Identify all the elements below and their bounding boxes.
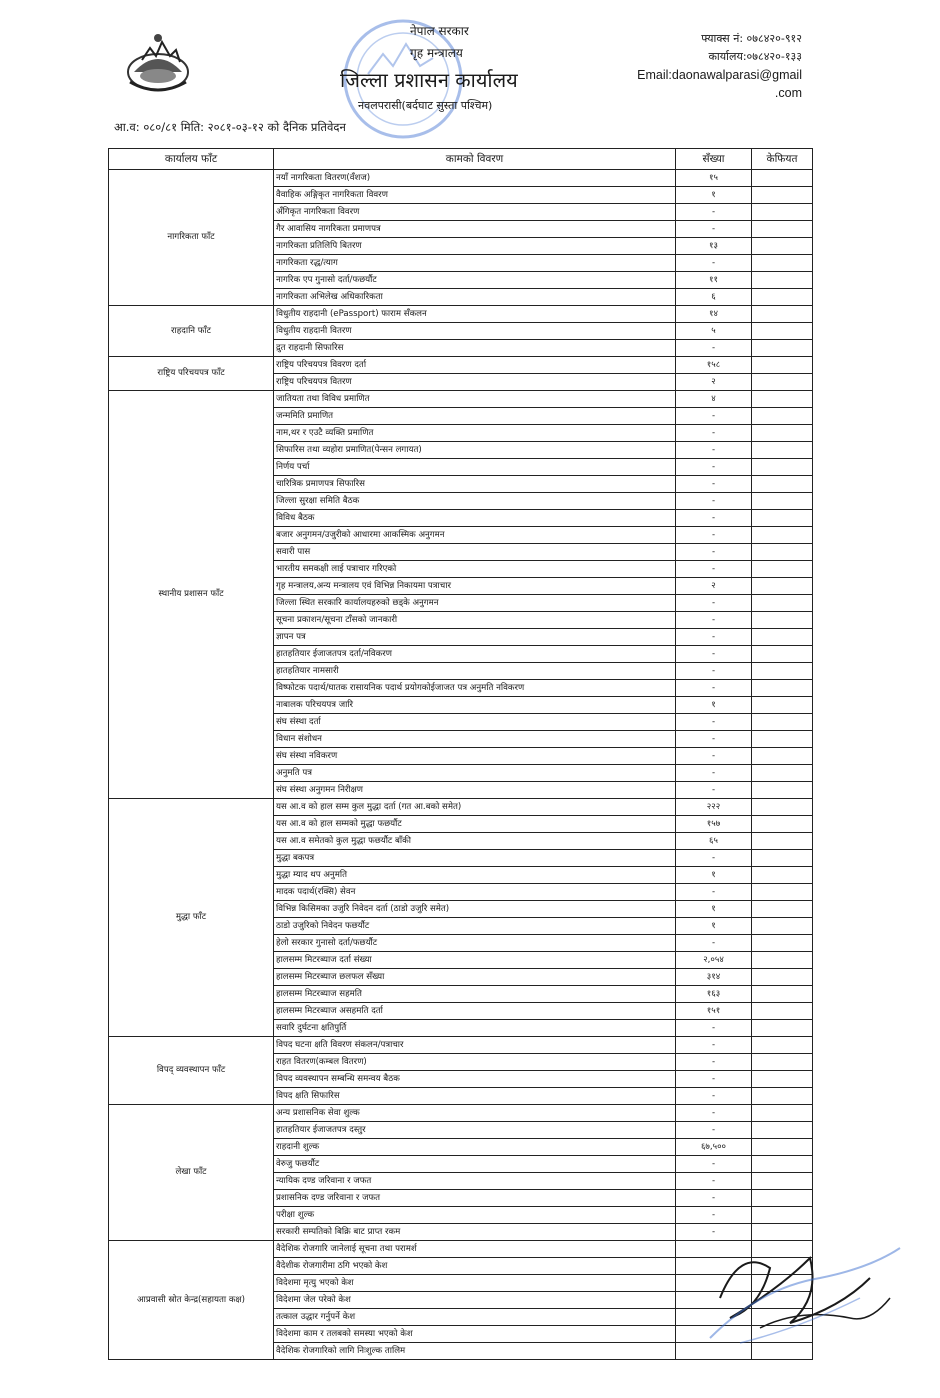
description-cell: वेरुजु फछर्यौट (274, 1156, 676, 1173)
description-cell: जन्ममिति प्रमाणित (274, 408, 676, 425)
remarks-cell (752, 901, 813, 918)
description-cell: अन्य प्रशासनिक सेवा शुल्क (274, 1105, 676, 1122)
section-name-cell: राहदानि फाँट (109, 306, 274, 357)
description-cell: विदेशमा काम र तलबको समस्या भएको केश (274, 1326, 676, 1343)
description-cell: हातहतियार ईजाजतपत्र दस्तुर (274, 1122, 676, 1139)
remarks-cell (752, 238, 813, 255)
description-cell: विविध बैठक (274, 510, 676, 527)
remarks-cell (752, 1037, 813, 1054)
remarks-cell (752, 935, 813, 952)
office-title: जिल्ला प्रशासन कार्यालय (340, 68, 518, 92)
header-count: सँख्या (676, 149, 752, 170)
description-cell: यस आ.व समेतको कुल मुद्धा फछर्यौट बाँकी (274, 833, 676, 850)
remarks-cell (752, 1071, 813, 1088)
count-cell: - (676, 629, 752, 646)
count-cell: - (676, 459, 752, 476)
remarks-cell (752, 867, 813, 884)
remarks-cell (752, 510, 813, 527)
description-cell: राष्ट्रिय परिचयपत्र वितरण (274, 374, 676, 391)
count-cell: - (676, 714, 752, 731)
count-cell: - (676, 204, 752, 221)
remarks-cell (752, 442, 813, 459)
description-cell: राहदानी शुल्क (274, 1139, 676, 1156)
office-phone: कार्यालय:०७८४२०-१३३ (708, 50, 802, 63)
remarks-cell (752, 918, 813, 935)
remarks-cell (752, 646, 813, 663)
remarks-cell (752, 714, 813, 731)
description-cell: विदेशमा मृत्यु भएको केश (274, 1275, 676, 1292)
remarks-cell (752, 629, 813, 646)
count-cell: ३१४ (676, 969, 752, 986)
count-cell: २,०५४ (676, 952, 752, 969)
description-cell: परीक्षा शुल्क (274, 1207, 676, 1224)
table-row (109, 799, 813, 816)
count-cell: - (676, 1122, 752, 1139)
remarks-cell (752, 561, 813, 578)
remarks-cell (752, 986, 813, 1003)
count-cell: - (676, 1190, 752, 1207)
description-cell: निर्णय पर्चा (274, 459, 676, 476)
count-cell: - (676, 884, 752, 901)
remarks-cell (752, 493, 813, 510)
email-line-2: .com (774, 86, 802, 100)
count-cell: - (676, 748, 752, 765)
description-cell: सवारि दुर्घटना क्षतिपुर्ति (274, 1020, 676, 1037)
ministry-name: गृह मन्त्रालय (410, 46, 463, 60)
count-cell: १४ (676, 306, 752, 323)
count-cell: १ (676, 918, 752, 935)
remarks-cell (752, 272, 813, 289)
description-cell: विदेशमा जेल परेको केश (274, 1292, 676, 1309)
remarks-cell (752, 1105, 813, 1122)
description-cell: संघ संस्था अनुगमन निरीक्षण (274, 782, 676, 799)
remarks-cell (752, 1054, 813, 1071)
count-cell: - (676, 731, 752, 748)
count-cell: २ (676, 374, 752, 391)
description-cell: चारित्रिक प्रमाणपत्र सिफारिस (274, 476, 676, 493)
report-title: आ.व: ०८०/८१ मिति: २०८१-०३-१२ को दैनिक प्रतिवेदन (114, 120, 346, 134)
remarks-cell (752, 850, 813, 867)
remarks-cell (752, 1122, 813, 1139)
remarks-cell (752, 221, 813, 238)
count-cell: २ (676, 578, 752, 595)
description-cell: हालसम्म मिटरब्याज छलफल सँख्या (274, 969, 676, 986)
header-description: कामको विवरण (274, 149, 676, 170)
table-body (109, 170, 813, 1360)
description-cell: वैदेशिक रोजगारि जानेलाई सूचना तथा परामर्श (274, 1241, 676, 1258)
count-cell: - (676, 510, 752, 527)
count-cell: ६ (676, 289, 752, 306)
remarks-cell (752, 799, 813, 816)
count-cell: - (676, 782, 752, 799)
remarks-cell (752, 527, 813, 544)
count-cell: - (676, 1224, 752, 1241)
remarks-cell (752, 748, 813, 765)
count-cell: - (676, 221, 752, 238)
remarks-cell (752, 459, 813, 476)
remarks-cell (752, 884, 813, 901)
table-header-row (109, 149, 813, 170)
remarks-cell (752, 357, 813, 374)
fax-number: फ्याक्स नं: ०७८४२०-९१२ (701, 32, 802, 45)
count-cell: - (676, 1105, 752, 1122)
table-row (109, 306, 813, 323)
remarks-cell (752, 833, 813, 850)
count-cell: - (676, 561, 752, 578)
header-remarks: केफियत (752, 149, 813, 170)
description-cell: नाम,थर र एउटै व्यक्ति प्रमाणित (274, 425, 676, 442)
description-cell: संघ संस्था दर्ता (274, 714, 676, 731)
description-cell: गैर आवासिय नागरिकता प्रमाणपत्र (274, 221, 676, 238)
table-row (109, 391, 813, 408)
remarks-cell (752, 1088, 813, 1105)
remarks-cell (752, 952, 813, 969)
count-cell: ४ (676, 391, 752, 408)
count-cell: - (676, 595, 752, 612)
count-cell: ५ (676, 323, 752, 340)
count-cell: - (676, 1173, 752, 1190)
description-cell: यस आ.व को हाल सम्म कुल मुद्धा दर्ता (गत आ.बको समेत) (274, 799, 676, 816)
description-cell: मादक पदार्थ(रक्सि) सेवन (274, 884, 676, 901)
description-cell: हालसम्म मिटरब्याज दर्ता संख्या (274, 952, 676, 969)
description-cell: संघ संस्था नविकरण (274, 748, 676, 765)
description-cell: मुद्धा म्याद थप अनुमति (274, 867, 676, 884)
count-cell: - (676, 425, 752, 442)
remarks-cell (752, 1139, 813, 1156)
description-cell: हातहतियार ईजाजतपत्र दर्ता/नविकरण (274, 646, 676, 663)
remarks-cell (752, 816, 813, 833)
government-name: नेपाल सरकार (410, 24, 469, 38)
remarks-cell (752, 255, 813, 272)
remarks-cell (752, 1173, 813, 1190)
count-cell: १५७ (676, 816, 752, 833)
description-cell: वैदेशीक रोजगारीमा ठगि भएको केश (274, 1258, 676, 1275)
description-cell: हालसम्म मिटरब्याज सहमति (274, 986, 676, 1003)
description-cell: सवारी पास (274, 544, 676, 561)
description-cell: जातियता तथा विविध प्रमाणित (274, 391, 676, 408)
count-cell: १ (676, 187, 752, 204)
table-row (109, 1037, 813, 1054)
count-cell: - (676, 850, 752, 867)
remarks-cell (752, 765, 813, 782)
count-cell: १३ (676, 238, 752, 255)
description-cell: ठाडो उजुरिको निवेदन फछर्यौट (274, 918, 676, 935)
description-cell: सूचना प्रकाशन/सूचना टाँसको जानकारी (274, 612, 676, 629)
remarks-cell (752, 731, 813, 748)
description-cell: प्रशासनिक दण्ड जरिवाना र जफत (274, 1190, 676, 1207)
count-cell: - (676, 340, 752, 357)
remarks-cell (752, 391, 813, 408)
remarks-cell (752, 544, 813, 561)
nepal-emblem-icon (122, 32, 194, 94)
description-cell: नयाँ नागरिकता वितरण(वँशज) (274, 170, 676, 187)
section-name-cell: आप्रवासी स्रोत केन्द्र(सहायता कक्ष) (109, 1241, 274, 1360)
count-cell: १६३ (676, 986, 752, 1003)
count-cell: ६७,५०० (676, 1139, 752, 1156)
count-cell: १ (676, 901, 752, 918)
count-cell: ११ (676, 272, 752, 289)
description-cell: अँगिकृत नागरिकता विवरण (274, 204, 676, 221)
section-name-cell: नागरिकता फाँट (109, 170, 274, 306)
count-cell: - (676, 765, 752, 782)
description-cell: राष्ट्रिय परिचयपत्र विवरण दर्ता (274, 357, 676, 374)
table-row (109, 357, 813, 374)
table-row (109, 1105, 813, 1122)
count-cell: - (676, 646, 752, 663)
remarks-cell (752, 782, 813, 799)
remarks-cell (752, 170, 813, 187)
remarks-cell (752, 408, 813, 425)
description-cell: नागरिकता प्रतिलिपि बितरण (274, 238, 676, 255)
description-cell: विपद व्यवस्थापन सम्बन्धि समन्वय बैठक (274, 1071, 676, 1088)
remarks-cell (752, 476, 813, 493)
description-cell: बजार अनुगमन/उजुरीको आधारमा आकस्मिक अनुगमन (274, 527, 676, 544)
description-cell: हातहतियार नामसारी (274, 663, 676, 680)
count-cell: - (676, 527, 752, 544)
remarks-cell (752, 1020, 813, 1037)
contact-block (612, 30, 802, 102)
remarks-cell (752, 340, 813, 357)
description-cell: विष्फोटक पदार्थ/घातक रासायनिक पदार्थ प्रयोगकोईजाजत पत्र अनुमति नविकरण (274, 680, 676, 697)
count-cell: - (676, 663, 752, 680)
count-cell: १५१ (676, 1003, 752, 1020)
remarks-cell (752, 1003, 813, 1020)
description-cell: द्रुत राहदानी सिफारिस (274, 340, 676, 357)
count-cell: - (676, 1207, 752, 1224)
remarks-cell (752, 289, 813, 306)
description-cell: नागरिकता अभिलेख अधिकारिकता (274, 289, 676, 306)
table-row (109, 170, 813, 187)
section-name-cell: स्थानीय प्रशासन फाँट (109, 391, 274, 799)
description-cell: न्यायिक दण्ड जरिवाना र जफत (274, 1173, 676, 1190)
description-cell: भारतीय समकक्षी लाई पत्राचार गरिएको (274, 561, 676, 578)
description-cell: विपद घटना क्षति विवरण संकलन/पत्राचार (274, 1037, 676, 1054)
remarks-cell (752, 1207, 813, 1224)
count-cell: २२२ (676, 799, 752, 816)
description-cell: विधान संशोधन (274, 731, 676, 748)
description-cell: विधुतीय राहदानी (ePassport) फाराम सँकलन (274, 306, 676, 323)
count-cell: - (676, 1156, 752, 1173)
remarks-cell (752, 578, 813, 595)
description-cell: मुद्धा बकपत्र (274, 850, 676, 867)
description-cell: वैवाहिक अङ्गिकृत नागरिकता विवरण (274, 187, 676, 204)
description-cell: सिफारिस तथा व्यहोरा प्रमाणित(पेन्सन लगायत) (274, 442, 676, 459)
count-cell: - (676, 255, 752, 272)
description-cell: गृह मन्त्रालय,अन्य मन्त्रालय एवं विभिन्न निकायमा पत्राचार (274, 578, 676, 595)
description-cell: ज्ञापन पत्र (274, 629, 676, 646)
signature-stamp-icon (700, 1228, 910, 1348)
description-cell: विभिन्न किसिमका उजुरि निवेदन दर्ता (ठाडो उजुरि समेत) (274, 901, 676, 918)
description-cell: जिल्ला स्थित सरकारि कार्यालयहरुको छड्के अनुगमन (274, 595, 676, 612)
description-cell: सरकारी सम्पतिको बिक्रि बाट प्राप्त रकम (274, 1224, 676, 1241)
count-cell: - (676, 1037, 752, 1054)
description-cell: नागरिक एप गुनासो दर्ता/फछर्यौट (274, 272, 676, 289)
description-cell: राहत वितरण(कम्बल वितरण) (274, 1054, 676, 1071)
remarks-cell (752, 1190, 813, 1207)
count-cell: - (676, 476, 752, 493)
count-cell: - (676, 935, 752, 952)
count-cell: - (676, 442, 752, 459)
remarks-cell (752, 663, 813, 680)
count-cell: - (676, 408, 752, 425)
count-cell: - (676, 1054, 752, 1071)
description-cell: तत्काल उद्धार गर्नुपर्ने केश (274, 1309, 676, 1326)
description-cell: हेलो सरकार गुनासो दर्ता/फछर्यौट (274, 935, 676, 952)
remarks-cell (752, 374, 813, 391)
count-cell: ६५ (676, 833, 752, 850)
count-cell: - (676, 612, 752, 629)
remarks-cell (752, 697, 813, 714)
count-cell: - (676, 680, 752, 697)
description-cell: जिल्ला सुरक्षा समिति बैठक (274, 493, 676, 510)
remarks-cell (752, 204, 813, 221)
remarks-cell (752, 323, 813, 340)
description-cell: यस आ.व को हाल सम्मको मुद्धा फछर्यौट (274, 816, 676, 833)
count-cell: - (676, 1071, 752, 1088)
count-cell: - (676, 493, 752, 510)
remarks-cell (752, 306, 813, 323)
remarks-cell (752, 187, 813, 204)
count-cell: १५८ (676, 357, 752, 374)
description-cell: नाबालक परिचयपत्र जारि (274, 697, 676, 714)
section-name-cell: मुद्धा फाँट (109, 799, 274, 1037)
description-cell: अनुमति पत्र (274, 765, 676, 782)
description-cell: विपद क्षति सिफारिस (274, 1088, 676, 1105)
remarks-cell (752, 680, 813, 697)
count-cell: - (676, 1020, 752, 1037)
section-name-cell: विपद् व्यवस्थापन फाँट (109, 1037, 274, 1105)
count-cell: - (676, 1088, 752, 1105)
office-location: नवलपरासी(बर्दघाट सुस्ता पश्चिम) (358, 99, 493, 112)
remarks-cell (752, 1156, 813, 1173)
remarks-cell (752, 595, 813, 612)
header-section: कार्यालय फाँट (109, 149, 274, 170)
count-cell: १५ (676, 170, 752, 187)
remarks-cell (752, 969, 813, 986)
count-cell: १ (676, 697, 752, 714)
description-cell: विधुतीय राहदानी वितरण (274, 323, 676, 340)
remarks-cell (752, 612, 813, 629)
description-cell: नागरिकता रद्ध/त्याग (274, 255, 676, 272)
count-cell: १ (676, 867, 752, 884)
section-name-cell: राष्ट्रिय परिचयपत्र फाँट (109, 357, 274, 391)
description-cell: हालसम्म मिटरब्याज असहमति दर्ता (274, 1003, 676, 1020)
remarks-cell (752, 425, 813, 442)
section-name-cell: लेखा फाँट (109, 1105, 274, 1241)
email-line-1: Email:daonawalparasi@gmail (637, 68, 802, 82)
count-cell: - (676, 544, 752, 561)
description-cell: वैदेशिक रोजगारिको लागि निःशुल्क तालिम (274, 1343, 676, 1360)
daily-report-table (108, 148, 813, 1360)
